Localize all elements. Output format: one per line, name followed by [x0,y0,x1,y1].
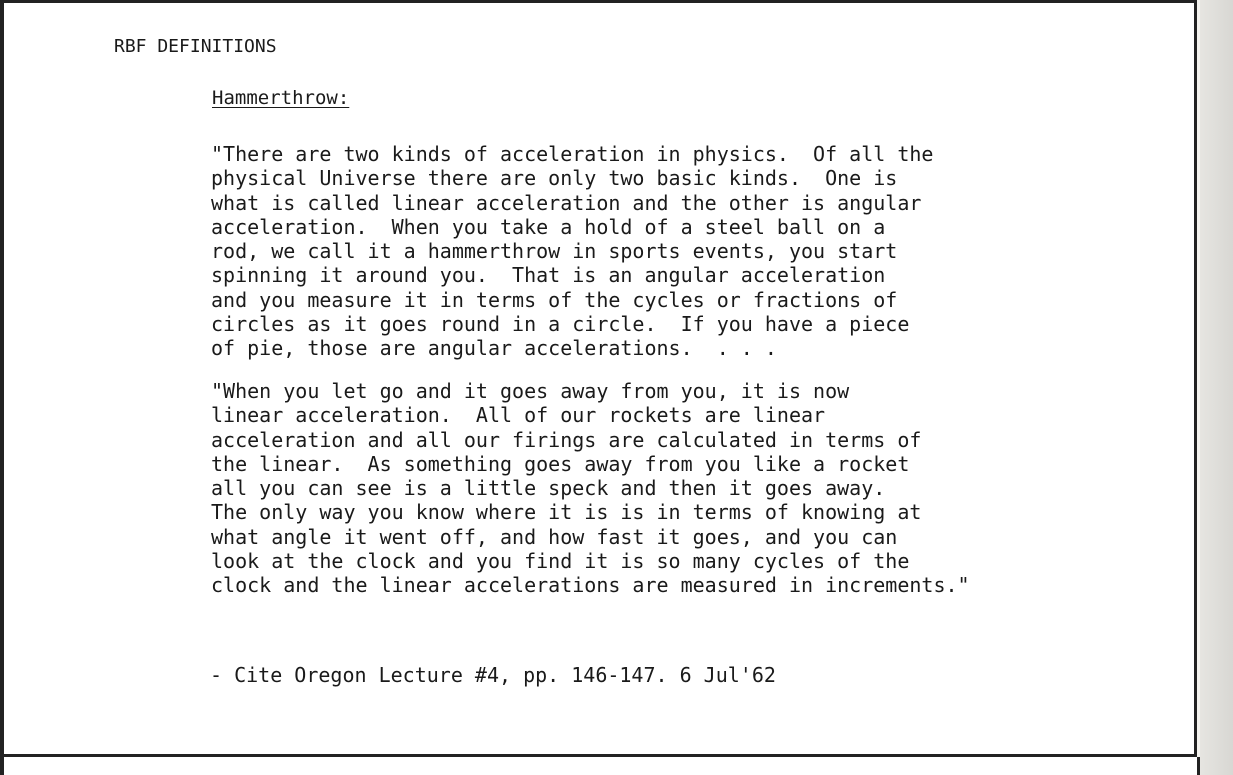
paragraph-line: "When you let go and it goes away from you, it is now [211,379,850,403]
paragraph-line: the linear. As something goes away from you like a rocket [211,451,910,476]
paragraph-line: look at the clock and you find it is so many cycles of the [211,549,910,574]
paragraph-line: what angle it went off, and how fast it goes, and you can [211,524,898,549]
citation: - Cite Oregon Lecture #4, pp. 146-147. 6 Jul'62 [210,663,776,687]
paragraph-line: acceleration and all our firings are calculated in terms of [211,427,922,452]
paragraph-line: what is called linear acceleration and the other is angular [211,190,922,215]
paragraph-line: The only way you know where it is is in terms of knowing at [211,500,922,525]
paragraph-line: "There are two kinds of acceleration in physics. Of all the [211,142,934,166]
paragraph-line: all you can see is a little speck and then it goes away. [211,476,886,501]
paragraph-line: physical Universe there are only two basic kinds. One is [211,166,898,191]
paragraph-line: clock and the linear accelerations are measured in increments." [211,573,970,598]
paragraph-line: acceleration. When you take a hold of a steel ball on a [211,214,886,239]
definition-paragraph-2 [211,379,970,598]
definition-term: Hammerthrow: [212,87,350,109]
document-header: RBF DEFINITIONS [114,36,277,57]
paragraph-line: rod, we call it a hammerthrow in sports events, you start [211,239,898,264]
paragraph-line: and you measure it in terms of the cycles or fractions of [211,287,898,312]
paragraph-line: circles as it goes round in a circle. If you have a piece [211,312,910,337]
paragraph-line: of pie, those are angular accelerations. . . . [211,336,777,361]
paragraph-line: spinning it around you. That is an angular acceleration [211,263,886,288]
next-card-edge [0,757,1200,775]
paragraph-line: linear acceleration. All of our rockets are linear [211,403,826,428]
page-margin [1200,0,1233,775]
definition-paragraph-1 [211,142,933,361]
